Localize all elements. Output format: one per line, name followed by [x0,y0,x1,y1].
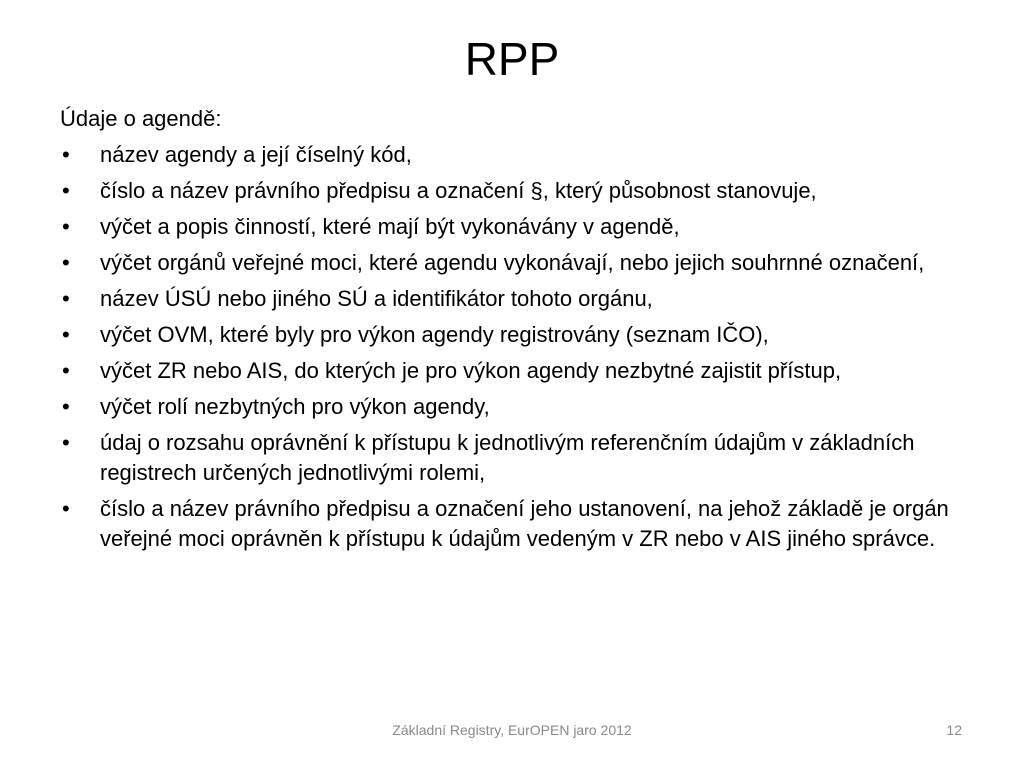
bullet-text: číslo a název právního předpisu a označení §, který působnost stanovuje, [100,178,817,203]
bullet-item [60,494,1000,554]
bullet-item [60,392,1000,422]
bullet-icon: • [62,322,70,347]
page-number: 12 [946,722,962,738]
bullet-item [60,248,1000,278]
bullet-text: výčet orgánů veřejné moci, které agendu vykonávají, nebo jejich souhrnné označení, [100,250,925,275]
intro-text: Údaje o agendě: [60,106,222,131]
slide-body [60,104,1000,560]
bullet-icon: • [62,214,70,239]
bullet-icon: • [62,394,70,419]
bullet-text: výčet a popis činností, které mají být vykonávány v agendě, [100,214,680,239]
bullet-text: výčet ZR nebo AIS, do kterých je pro výkon agendy nezbytné zajistit přístup, [100,358,842,383]
slide-title: RPP [464,33,560,85]
bullet-icon: • [62,430,70,455]
bullet-text: výčet OVM, které byly pro výkon agendy registrovány (seznam IČO), [100,322,769,347]
bullet-icon: • [62,496,70,521]
bullet-item [60,212,1000,242]
bullet-item [60,140,1000,170]
bullet-list [60,140,1000,554]
bullet-text: číslo a název právního předpisu a označení jeho ustanovení, na jehož základě je orgán veřejné moci oprávněn k přístupu k údajům vedeným v ZR nebo v AIS jiného správce. [100,496,949,551]
bullet-item [60,284,1000,314]
bullet-icon: • [62,250,70,275]
bullet-text: název agendy a její číselný kód, [100,142,412,167]
bullet-item [60,320,1000,350]
bullet-text: údaj o rozsahu oprávnění k přístupu k jednotlivým referenčním údajům v základních registrech určených jednotlivými rolemi, [100,430,915,485]
bullet-icon: • [62,358,70,383]
bullet-icon: • [62,286,70,311]
bullet-text: název ÚSÚ nebo jiného SÚ a identifikátor tohoto orgánu, [100,286,653,311]
slide-footer: Základní Registry, EurOPEN jaro 2012 [392,722,632,738]
bullet-item [60,176,1000,206]
bullet-item [60,428,1000,488]
bullet-icon: • [62,178,70,203]
bullet-item [60,356,1000,386]
bullet-icon: • [62,142,70,167]
bullet-text: výčet rolí nezbytných pro výkon agendy, [100,394,490,419]
